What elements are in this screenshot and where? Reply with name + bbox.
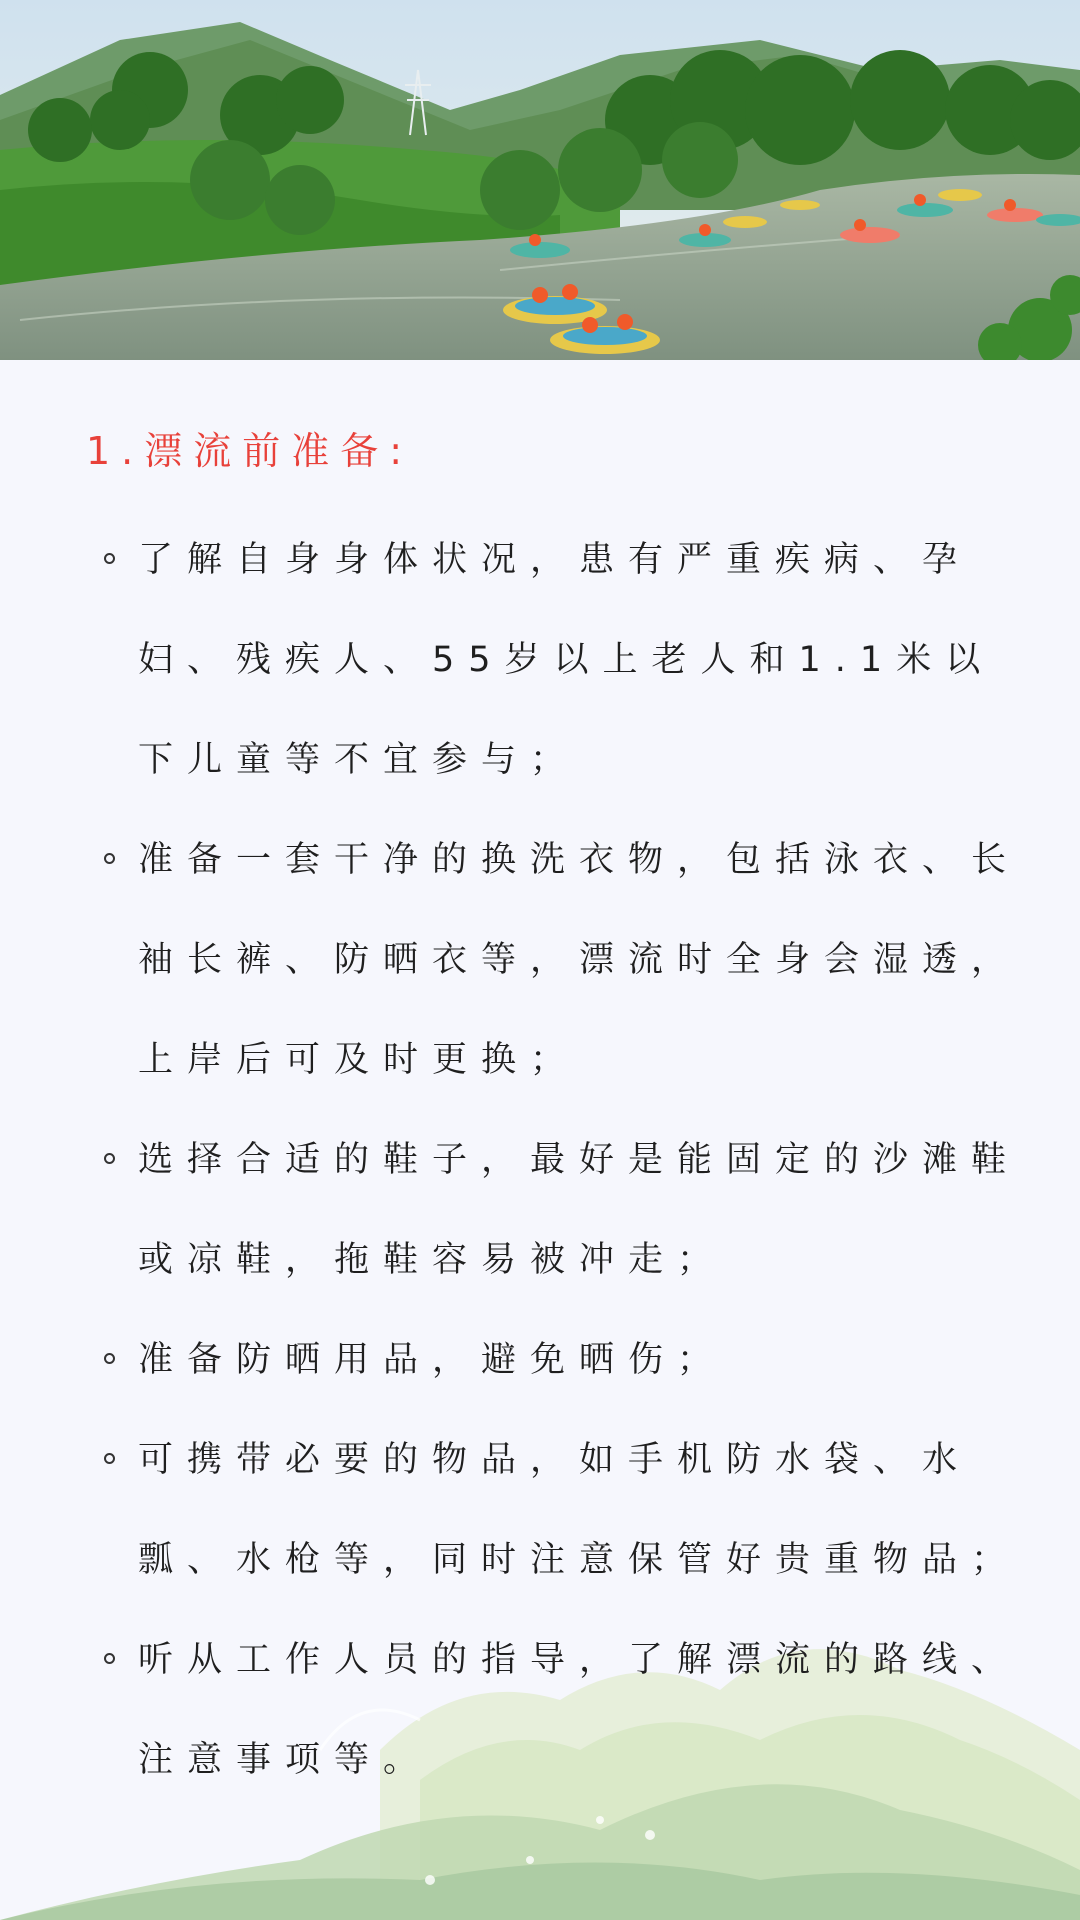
list-item (0, 810, 1080, 1110)
notes-list (0, 510, 1080, 1810)
bullet-circle-icon (104, 853, 115, 864)
river-rafting-photo-icon (0, 0, 1080, 360)
list-item (0, 1110, 1080, 1310)
list-item (0, 510, 1080, 810)
bullet-circle-icon (104, 553, 115, 564)
bullet-circle-icon (104, 1153, 115, 1164)
note-text: 了解自身身体状况，患有严重疾病、孕妇、残疾人、55岁以上老人和1.1米以下儿童等不宜参与； (138, 540, 995, 780)
bullet-circle-icon (104, 1453, 115, 1464)
bullet-circle-icon (104, 1353, 115, 1364)
hero-photo (0, 0, 1080, 360)
note-text: 准备一套干净的换洗衣物，包括泳衣、长袖长裤、防晒衣等，漂流时全身会湿透，上岸后可及时更换； (138, 840, 1021, 1080)
list-item (0, 1310, 1080, 1410)
bullet-circle-icon (104, 1653, 115, 1664)
section-title: 1.漂流前准备: (86, 429, 414, 473)
note-text: 可携带必要的物品，如手机防水袋、水瓢、水枪等，同时注意保管好贵重物品； (138, 1440, 1021, 1580)
note-text: 听从工作人员的指导，了解漂流的路线、注意事项等。 (138, 1640, 1021, 1780)
note-text: 选择合适的鞋子，最好是能固定的沙滩鞋或凉鞋，拖鞋容易被冲走； (138, 1140, 1021, 1280)
list-item (0, 1610, 1080, 1810)
note-text: 准备防晒用品，避免晒伤； (138, 1340, 727, 1380)
list-item (0, 1410, 1080, 1610)
